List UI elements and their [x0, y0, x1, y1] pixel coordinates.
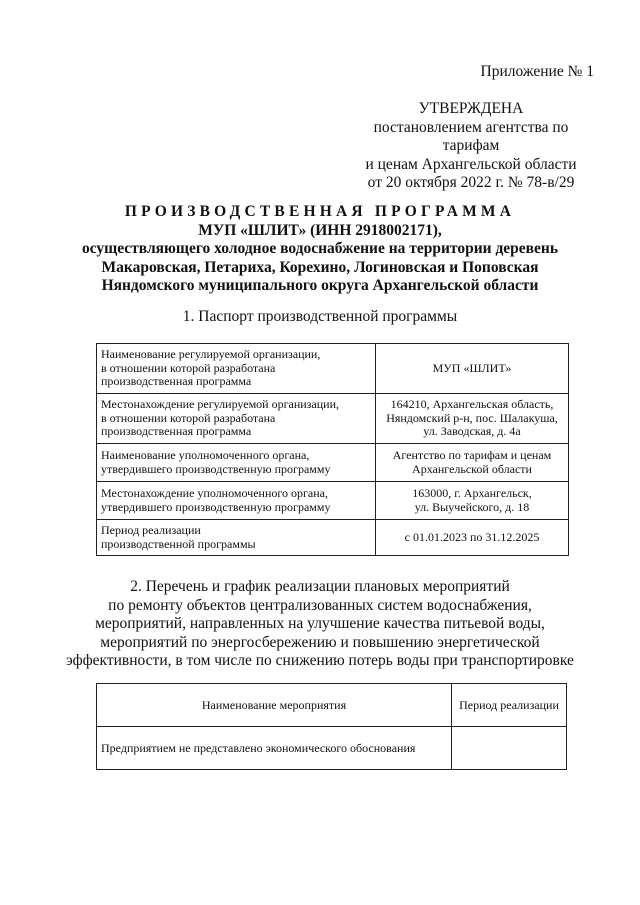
label-line: Местонахождение регулируемой организации, [101, 397, 340, 412]
section1-title: 1. Паспорт производственной программы [182, 308, 458, 325]
approved-line-3: от 20 октября 2022 г. № 78-в/29 [367, 174, 575, 191]
title-line-3: Макаровская, Петариха, Корехино, Логиновская и Поповская [101, 258, 539, 276]
table-row [97, 394, 569, 444]
label-line: производственная программа [101, 424, 252, 439]
value-line: Агентство по тарифам и ценам [392, 448, 552, 462]
label-line: утвердившего производственную программу [101, 499, 331, 514]
appendix-number: Приложение № 1 [480, 63, 594, 80]
approval-block [346, 62, 596, 193]
row-value [376, 344, 569, 394]
table-row [97, 520, 569, 556]
approved-line-1: постановлением агентства по тарифам [373, 118, 569, 154]
approval-stamp [346, 100, 596, 193]
row-value [376, 482, 569, 520]
table-row [97, 444, 569, 482]
table-row [97, 727, 567, 770]
table-row [97, 344, 569, 394]
row-label [97, 444, 376, 482]
value-line: 163000, г. Архангельск, [412, 486, 532, 500]
value-line: МУП «ШЛИТ» [432, 360, 512, 375]
row-value [376, 520, 569, 556]
value-line: ул. Заводская, д. 4а [423, 424, 521, 439]
section2-title-line: по ремонту объектов централизованных систем водоснабжения, [108, 596, 532, 614]
column-header-period: Период реализации [452, 684, 567, 727]
section2-title [0, 578, 640, 671]
title-line-2: осуществляющего холодное водоснабжение на территории деревень [81, 240, 559, 257]
value-line: ул. Выучейского, д. 18 [414, 499, 530, 514]
events-table [96, 683, 567, 770]
document-title [0, 203, 640, 296]
section2-title-line: мероприятий, направленных на улучшение качества питьевой воды, [95, 615, 545, 632]
label-line: Местонахождение уполномоченного органа, [101, 486, 328, 500]
value-line: 164210, Архангельская область, [390, 397, 554, 412]
approved-word: УТВЕРЖДЕНА [418, 100, 524, 117]
label-line: Период реализации [101, 523, 201, 537]
row-label [97, 344, 376, 394]
value-line: с 01.01.2023 по 31.12.2025 [404, 529, 540, 544]
label-line: производственной программы [101, 536, 256, 551]
label-line: в отношении которой разработана [101, 410, 276, 425]
row-value [376, 394, 569, 444]
row-label [97, 520, 376, 556]
section2-title-line: мероприятий по энергосбережению и повышению энергетической [100, 633, 540, 651]
title-line-4: Няндомского муниципального округа Архангельской области [101, 277, 539, 294]
row-label [97, 394, 376, 444]
title-line-1: МУП «ШЛИТ» (ИНН 2918002171), [198, 221, 442, 239]
table-header-row [97, 684, 567, 727]
section2-title-line: 2. Перечень и график реализации плановых мероприятий [130, 578, 510, 595]
event-period-cell [452, 727, 567, 770]
label-line: утвердившего производственную программу [101, 461, 331, 476]
value-line: Няндомский р-н, пос. Шалакуша, [386, 410, 558, 425]
label-line: в отношении которой разработана [101, 360, 276, 375]
label-line: Наименование уполномоченного органа, [101, 448, 310, 462]
event-name-cell: Предприятием не представлено экономического обоснования [97, 727, 452, 770]
passport-table [96, 343, 569, 556]
label-line: производственная программа [101, 374, 252, 389]
row-label [97, 482, 376, 520]
table-row [97, 482, 569, 520]
approved-line-2: и ценам Архангельской области [365, 155, 577, 173]
section2-title-line: эффективности, в том числе по снижению потерь воды при транспортировке [66, 652, 574, 669]
label-line: Наименование регулируемой организации, [101, 347, 321, 362]
column-header-name: Наименование мероприятия [97, 684, 452, 727]
title-heading: ПРОИЗВОДСТВЕННАЯ ПРОГРАММА [124, 203, 516, 220]
value-line: Архангельской области [412, 461, 532, 476]
row-value [376, 444, 569, 482]
